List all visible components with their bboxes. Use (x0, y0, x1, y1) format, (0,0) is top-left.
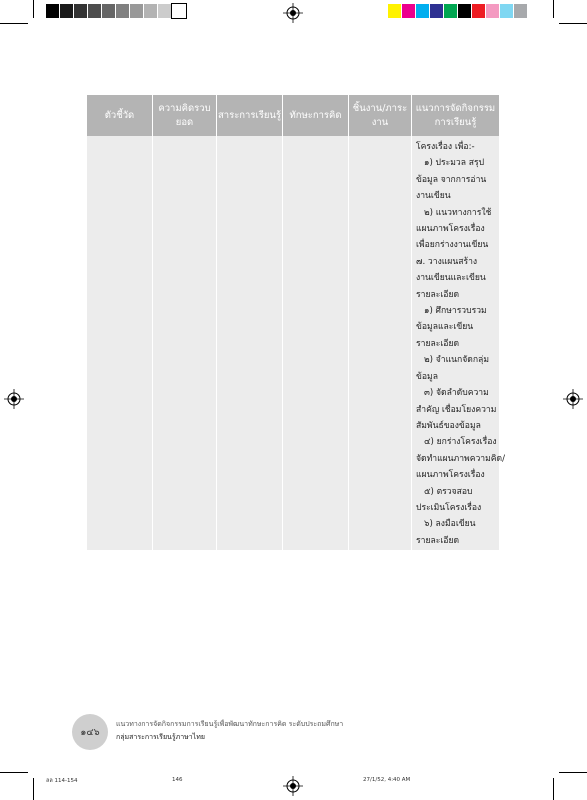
activity-line: ๔) ยกร่างโครงเรื่อง (424, 437, 497, 448)
crop-mark (0, 772, 28, 773)
color-swatch (402, 4, 416, 18)
color-swatch (444, 4, 458, 18)
activity-line: งานเขียนและเขียน (416, 273, 486, 284)
activity-line: สำคัญ เชื่อมโยงความ (416, 404, 497, 415)
activity-line: โครงเรื่อง เพื่อ:- (416, 142, 475, 152)
color-swatch (500, 4, 514, 18)
activity-line: ๗. วางแผนสร้าง (416, 256, 478, 267)
color-swatch (116, 4, 130, 18)
color-swatch (486, 4, 500, 18)
header-activity-guidelines: แนวการจัดกิจกรรมการเรียนรู้ (415, 102, 496, 128)
page-number: ๑๔๖ (72, 714, 108, 750)
activity-line: ประเมินโครงเรื่อง (416, 502, 482, 513)
color-swatch (130, 4, 144, 18)
activity-line: จัดทำแผนภาพความคิด/ (416, 453, 506, 464)
cell-learning-content (217, 136, 283, 550)
activity-line: ๑) ศึกษารวบรวม (424, 306, 487, 317)
registration-mark-icon (563, 389, 583, 409)
activity-line: ๒) แนวทางการใช้ (424, 207, 492, 218)
footer-subject-group: กลุ่มสาระการเรียนรู้ภาษาไทย (116, 733, 205, 741)
cell-concept (153, 136, 217, 550)
slug-page: 146 (172, 777, 183, 783)
gray-calibration-bar (46, 4, 186, 18)
color-swatch (60, 4, 74, 18)
registration-mark-icon (4, 389, 24, 409)
color-swatch (144, 4, 158, 18)
table-header-row (87, 95, 499, 136)
color-swatch (472, 4, 486, 18)
crop-mark (33, 778, 34, 800)
header-indicator: ตัวชี้วัด (87, 95, 153, 136)
activity-line: เพื่อยกร่างงานเขียน (416, 240, 489, 251)
activity-line: ๖) ลงมือเขียน (424, 519, 476, 530)
cell-activity-guidelines (412, 136, 506, 550)
color-swatch (458, 4, 472, 18)
header-thinking-skills: ทักษะการคิด (283, 95, 349, 136)
slug-timestamp: 27/1/52, 4:40 AM (363, 777, 411, 783)
color-swatch (172, 4, 186, 18)
activity-line: ๓) จัดลำดับความ (424, 388, 489, 399)
activity-line: สัมพันธ์ของข้อมูล (416, 420, 481, 431)
crop-mark (559, 772, 587, 773)
color-swatch (388, 4, 402, 18)
activity-line: ข้อมูลและเขียน (416, 322, 474, 333)
cell-workpiece (349, 136, 412, 550)
activity-line: ข้อมูล จากการอ่าน (416, 174, 487, 185)
crop-mark (33, 0, 34, 18)
color-calibration-bar (388, 4, 528, 18)
crop-mark (559, 23, 587, 24)
footer-book-title: แนวทางการจัดกิจกรรมการเรียนรู้เพื่อพัฒนาทักษะการคิด ระดับประถมศึกษา (116, 720, 344, 728)
color-swatch (416, 4, 430, 18)
activity-line: ๒) จำแนกจัดกลุ่ม (424, 355, 489, 366)
color-swatch (158, 4, 172, 18)
cell-indicator (87, 136, 153, 550)
activity-line: รายละเอียด (416, 535, 460, 546)
activity-line: รายละเอียด (416, 338, 460, 349)
crop-mark (0, 23, 28, 24)
header-learning-content: สาระการเรียนรู้ (217, 95, 283, 136)
color-swatch (430, 4, 444, 18)
activity-line: รายละเอียด (416, 289, 460, 300)
color-swatch (46, 4, 60, 18)
activity-line: ข้อมูล (416, 371, 438, 382)
registration-mark-icon (283, 3, 303, 23)
activity-line: งานเขียน (416, 191, 451, 202)
learning-activity-table (87, 95, 506, 550)
activity-line: ๕) ตรวจสอบ (424, 486, 473, 497)
header-workpiece: ชิ้นงาน/ภาระงาน (349, 95, 412, 136)
color-swatch (88, 4, 102, 18)
crop-mark (553, 778, 554, 800)
color-swatch (74, 4, 88, 18)
registration-mark-icon (283, 776, 303, 796)
color-swatch (102, 4, 116, 18)
activity-line: แผนภาพโครงเรื่อง (416, 224, 485, 235)
activity-line: ๑) ประมวล สรุป (424, 158, 485, 169)
color-swatch (514, 4, 528, 18)
header-concept: ความคิดรวบยอด (153, 95, 217, 136)
cell-thinking-skills (283, 136, 349, 550)
crop-mark (553, 0, 554, 18)
table-row (87, 136, 506, 550)
slug-file-name: ลล 114-154 (46, 778, 78, 784)
activity-line: แผนภาพโครงเรื่อง (416, 470, 485, 481)
